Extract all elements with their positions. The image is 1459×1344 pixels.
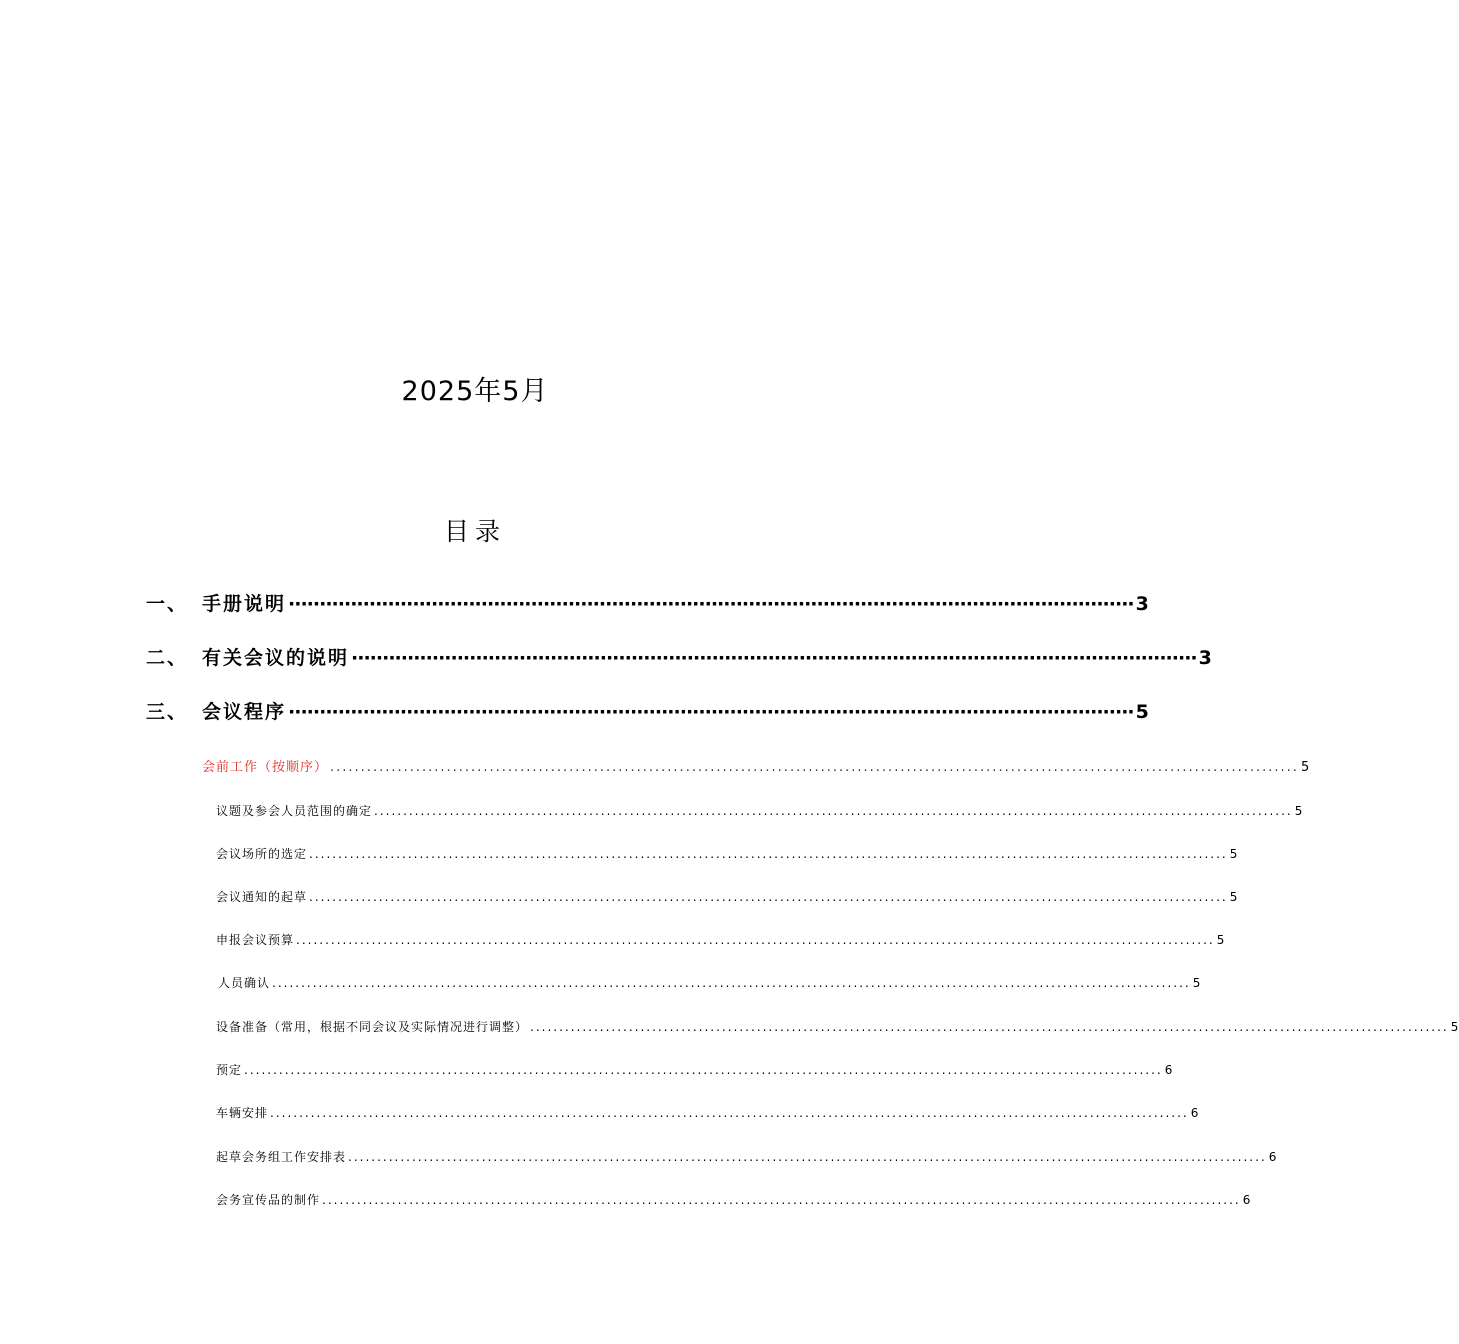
toc-entry-number: 三、	[146, 701, 189, 723]
toc-item-page: 6	[1242, 1193, 1252, 1207]
toc-item-1[interactable]	[216, 800, 1304, 822]
toc-item-6[interactable]	[216, 1016, 1459, 1038]
document-date: 2025年5月	[401, 376, 549, 407]
toc-item-page: 6	[1190, 1106, 1200, 1120]
toc-item-page: 5	[1229, 890, 1239, 904]
dot-leader: ..............................................................................................................................................................	[309, 890, 1228, 904]
toc-entry-page: 3	[1198, 647, 1214, 669]
toc-item-9[interactable]	[216, 1146, 1278, 1168]
toc-item-title: 预定	[216, 1063, 243, 1077]
dot-leader: ..............................................................................................................................................................	[374, 804, 1293, 818]
toc-entry-title: 有关会议的说明	[202, 647, 350, 669]
toc-heading: 目录	[443, 517, 506, 546]
toc-item-page: 5	[1216, 933, 1226, 947]
toc-item-title: 会务宣传品的制作	[216, 1193, 321, 1207]
dot-leader: ········································································································································	[351, 647, 1197, 669]
toc-entry-3[interactable]	[146, 697, 1151, 727]
dot-leader: ..............................................................................................................................................................	[272, 976, 1191, 990]
dot-leader: ········································································································································	[288, 593, 1134, 615]
toc-item-3[interactable]	[216, 886, 1239, 908]
toc-entry-1[interactable]	[146, 589, 1151, 619]
toc-item-page: 6	[1164, 1063, 1174, 1077]
dot-leader: ..............................................................................................................................................................	[322, 1193, 1241, 1207]
toc-item-10[interactable]	[216, 1189, 1252, 1211]
toc-item-title: 申报会议预算	[216, 933, 295, 947]
toc-item-2[interactable]	[216, 843, 1239, 865]
dot-leader: ..............................................................................................................................................................	[270, 1106, 1189, 1120]
toc-item-title: 车辆安排	[216, 1106, 269, 1120]
toc-entry-title: 会议程序	[202, 701, 287, 723]
toc-item-page: 6	[1268, 1150, 1278, 1164]
dot-leader: ..............................................................................................................................................................	[244, 1063, 1163, 1077]
toc-item-title: 会议通知的起草	[216, 890, 308, 904]
toc-item-7[interactable]	[216, 1059, 1174, 1081]
toc-item-title: 起草会务组工作安排表	[216, 1150, 347, 1164]
dot-leader: ..............................................................................................................................................................	[348, 1150, 1267, 1164]
toc-item-title: 议题及参会人员范围的确定	[216, 804, 373, 818]
dot-leader: ..............................................................................................................................................................	[309, 847, 1228, 861]
toc-item-page: 5	[1294, 804, 1304, 818]
toc-item-4[interactable]	[216, 929, 1226, 951]
toc-entry-title: 手册说明	[202, 593, 287, 615]
dot-leader: ········································································································································	[288, 701, 1134, 723]
toc-item-8[interactable]	[216, 1102, 1200, 1124]
toc-subentry-page: 5	[1300, 760, 1311, 775]
toc-item-title: 人员确认	[218, 976, 271, 990]
toc-item-title: 设备准备（常用，根据不同会议及实际情况进行调整）	[216, 1020, 529, 1034]
toc-entry-number: 一、	[146, 593, 189, 615]
toc-entry-page: 3	[1135, 593, 1151, 615]
toc-entry-2[interactable]	[146, 643, 1214, 673]
toc-item-5[interactable]	[218, 972, 1202, 994]
toc-item-page: 5	[1450, 1020, 1459, 1034]
dot-leader: ..............................................................................................................................................................	[296, 933, 1215, 947]
toc-subentry-title: 会前工作（按顺序）	[202, 760, 329, 775]
toc-item-page: 5	[1192, 976, 1202, 990]
toc-item-title: 会议场所的选定	[216, 847, 308, 861]
toc-entry-number: 二、	[146, 647, 189, 669]
dot-leader: ..............................................................................................................................................................	[330, 760, 1299, 775]
toc-item-page: 5	[1229, 847, 1239, 861]
dot-leader: ..............................................................................................................................................................	[530, 1020, 1449, 1034]
toc-entry-page: 5	[1135, 701, 1151, 723]
toc-subentry-pre-meeting[interactable]	[202, 757, 1311, 779]
